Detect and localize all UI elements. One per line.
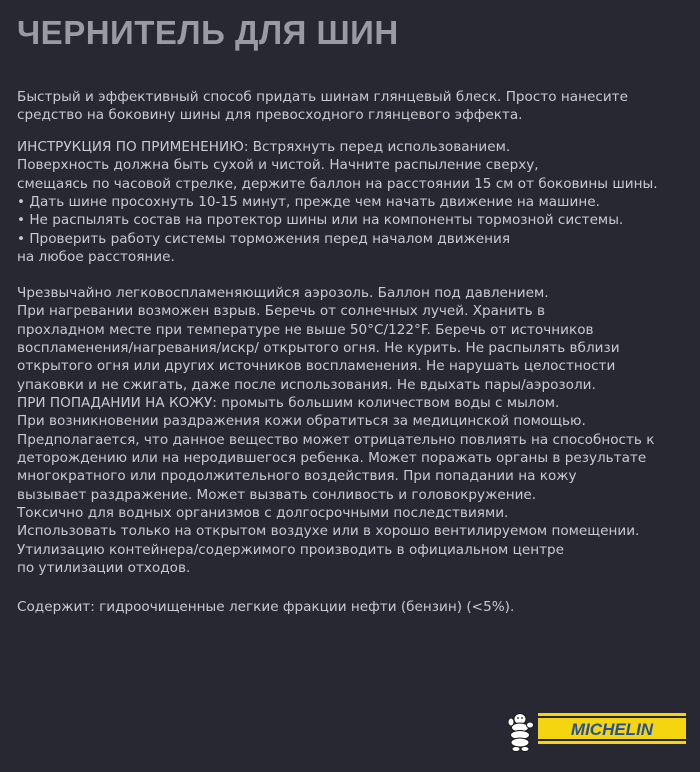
text-line: ИНСТРУКЦИЯ ПО ПРИМЕНЕНИЮ: Встряхнуть перед использованием.	[17, 139, 511, 155]
bibendum-icon	[508, 714, 534, 752]
text-line: • Не распылять состав на протектор шины или на компоненты тормозной системы.	[17, 212, 624, 229]
instructions-paragraph	[17, 138, 697, 266]
intro-paragraph	[17, 88, 697, 125]
text-line: воспламенения/нагревания/искр/ открытого огня. Не курить. Не распылять вблизи	[17, 340, 620, 357]
text-line: смещаясь по часовой стрелке, держите баллон на расстоянии 15 см от боковины шины.	[17, 175, 658, 192]
michelin-logo	[508, 710, 686, 752]
michelin-wordmark: MICHELIN	[570, 720, 654, 739]
text-line: Быстрый и эффективный способ придать шинам глянцевый блеск. Просто нанесите	[17, 89, 628, 105]
text-line: ПРИ ПОПАДАНИИ НА КОЖУ: промыть большим количеством воды с мылом.	[17, 395, 560, 412]
text-line: Чрезвычайно легковоспламеняющийся аэрозоль. Баллон под давлением.	[17, 285, 549, 301]
text-line: многократного или продолжительного воздействия. При попадании на кожу	[17, 468, 577, 485]
text-line: по утилизации отходов.	[17, 560, 191, 577]
text-line: • Дать шине просохнуть 10-15 минут, прежде чем начать движение на машине.	[17, 194, 600, 211]
text-line: • Проверить работу системы торможения перед началом движения	[17, 230, 511, 247]
text-line: прохладном месте при температуре не выше 50°C/122°F. Беречь от источников	[17, 321, 594, 338]
text-line: Предполагается, что данное вещество может отрицательно повлиять на способность к	[17, 431, 655, 448]
page-title: ЧЕРНИТЕЛЬ ДЛЯ ШИН	[17, 14, 399, 51]
text-line: Утилизацию контейнера/содержимого производить в официальном центре	[17, 541, 565, 558]
contents-paragraph	[17, 598, 697, 616]
text-line: на любое расстояние.	[17, 249, 175, 266]
warnings-paragraph	[17, 284, 697, 578]
text-line: средство на боковину шины для превосходного глянцевого эффекта.	[17, 107, 523, 124]
text-line: Токсично для водных организмов с долгосрочными последствиями.	[17, 505, 509, 522]
text-line: При нагревании возможен взрыв. Беречь от солнечных лучей. Хранить в	[17, 303, 545, 320]
text-line: Использовать только на открытом воздухе или в хорошо вентилируемом помещении.	[17, 523, 640, 540]
text-line: Поверхность должна быть сухой и чистой. Начните распыление сверху,	[17, 157, 539, 174]
text-line: упаковки и не сжигать, даже после использования. Не вдыхать пары/аэрозоли.	[17, 376, 596, 393]
text-line: Содержит: гидроочищенные легкие фракции нефти (бензин) (<5%).	[17, 599, 515, 615]
text-line: открытого огня или других источников воспламенения. Не нарушать целостности	[17, 358, 616, 375]
text-line: деторождению или на неродившегося ребенка. Может поражать органы в результате	[17, 450, 647, 467]
text-line: вызывает раздражение. Может вызвать сонливость и головокружение.	[17, 486, 537, 503]
text-line: При возникновении раздражения кожи обратиться за медицинской помощью.	[17, 413, 586, 430]
